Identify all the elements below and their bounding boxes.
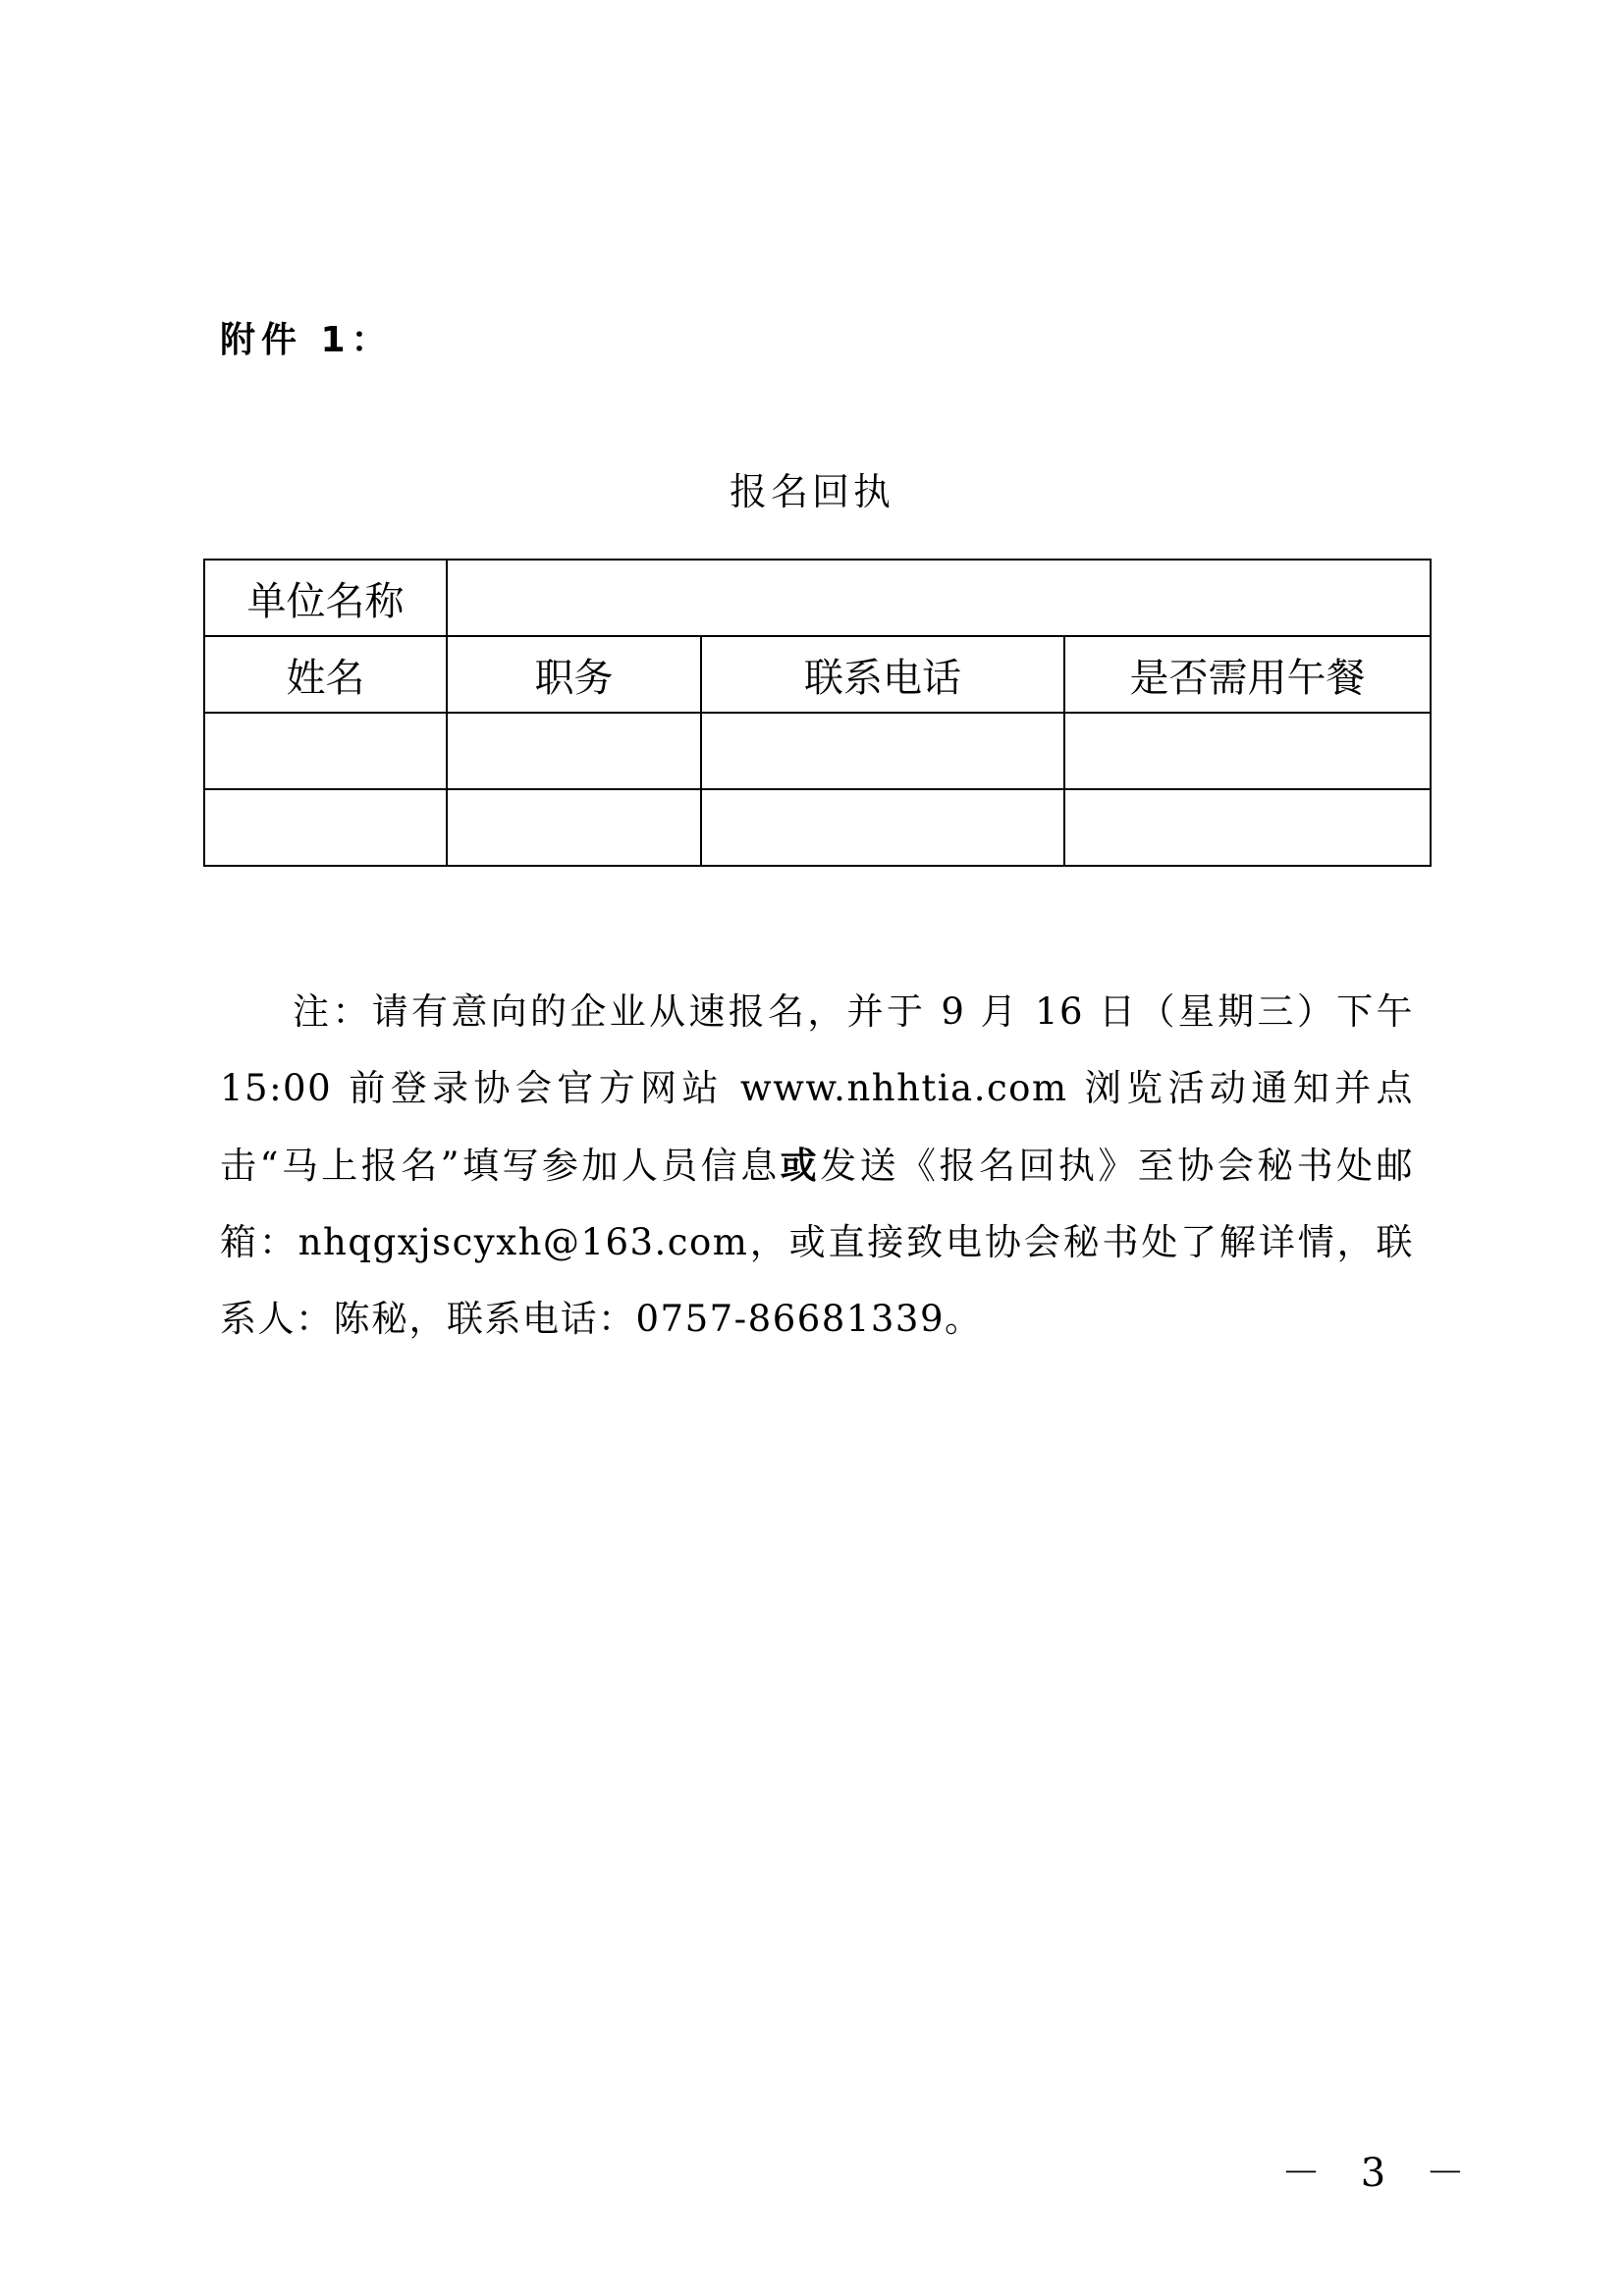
col-header-position: 职务 [447, 636, 701, 713]
registration-form-table [203, 559, 1432, 867]
cell-name[interactable] [204, 789, 447, 866]
note-text-part2: 发送《报名回执》至协会秘书处邮箱：nhqgxjscyxh@163.com，或直接致电协会秘书处了解详情，联系人：陈秘，联系电话：0757-86681339。 [220, 1145, 1415, 1340]
cell-phone[interactable] [701, 713, 1064, 789]
cell-lunch[interactable] [1064, 789, 1431, 866]
org-row [204, 560, 1431, 636]
note-emphasis: 或 [780, 1144, 821, 1187]
note-text-part1: 注：请有意向的企业从速报名，并于 9 月 16 日（星期三）下午 15:00 前登录协会官方网站 www.nhhtia.com 浏览活动通知并点击“马上报名”填写参加人员信息 [220, 990, 1414, 1187]
cell-name[interactable] [204, 713, 447, 789]
cell-position[interactable] [447, 713, 701, 789]
org-name-field[interactable] [447, 560, 1431, 636]
attachment-label: 附件 1： [220, 320, 393, 360]
col-header-lunch: 是否需用午餐 [1064, 636, 1431, 713]
note-paragraph [220, 974, 1414, 1358]
cell-lunch[interactable] [1064, 713, 1431, 789]
table-row [204, 789, 1431, 866]
col-header-name: 姓名 [204, 636, 447, 713]
cell-phone[interactable] [701, 789, 1064, 866]
page-number: － 3 － [1281, 2151, 1479, 2196]
org-name-label: 单位名称 [204, 560, 447, 636]
header-row [204, 636, 1431, 713]
form-title: 报名回执 [729, 470, 894, 513]
table-row [204, 713, 1431, 789]
cell-position[interactable] [447, 789, 701, 866]
col-header-phone: 联系电话 [701, 636, 1064, 713]
